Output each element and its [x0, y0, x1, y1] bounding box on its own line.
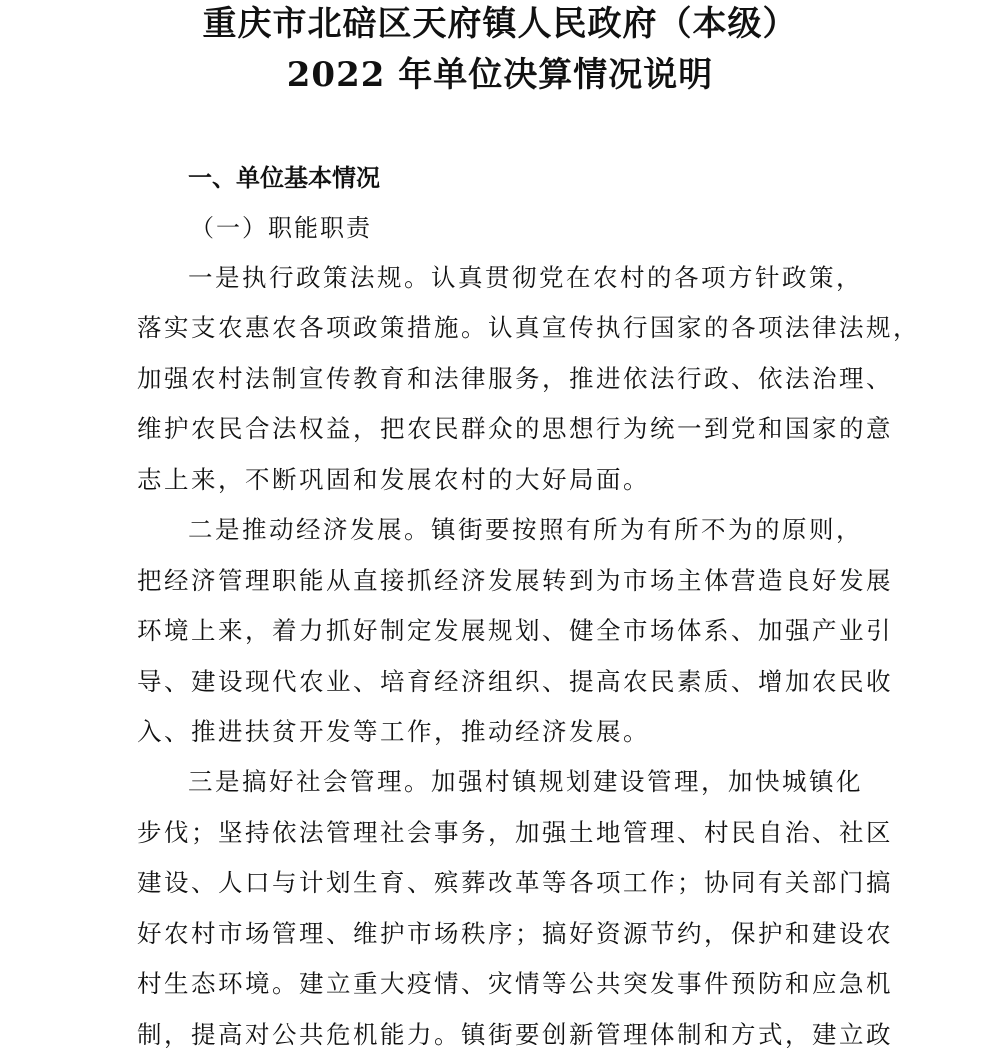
document-title-line-2: 2022 年单位决算情况说明 [286, 55, 714, 95]
document-title-line-1: 重庆市北碚区天府镇人民政府（本级） [202, 4, 798, 44]
section-heading: 一、单位基本情况 [188, 164, 380, 192]
subsection-heading: （一）职能职责 [190, 214, 372, 242]
body-line: 环境上来，着力抓好制定发展规划、健全市场体系、加强产业引 [137, 616, 893, 645]
body-line: 维护农民合法权益，把农民群众的思想行为统一到党和国家的意 [137, 414, 893, 443]
body-line: 三是搞好社会管理。加强村镇规划建设管理，加快城镇化 [188, 767, 863, 796]
body-line: 加强农村法制宣传教育和法律服务，推进依法行政、依法治理、 [137, 364, 893, 393]
body-line: 入、推进扶贫开发等工作，推动经济发展。 [137, 717, 650, 746]
body-line: 步伐；坚持依法管理社会事务，加强土地管理、村民自治、社区 [137, 818, 893, 847]
body-line: 把经济管理职能从直接抓经济发展转到为市场主体营造良好发展 [137, 566, 893, 595]
body-line: 二是推动经济发展。镇街要按照有所为有所不为的原则， [188, 515, 863, 544]
body-line: 落实支农惠农各项政策措施。认真宣传执行国家的各项法律法规， [137, 313, 920, 342]
body-line: 志上来，不断巩固和发展农村的大好局面。 [137, 465, 650, 494]
body-line: 好农村市场管理、维护市场秩序；搞好资源节约，保护和建设农 [137, 919, 893, 948]
body-line: 一是执行政策法规。认真贯彻党在农村的各项方针政策， [188, 263, 863, 292]
body-line: 村生态环境。建立重大疫情、灾情等公共突发事件预防和应急机 [137, 969, 893, 998]
body-line: 导、建设现代农业、培育经济组织、提高农民素质、增加农民收 [137, 667, 893, 696]
body-line: 建设、人口与计划生育、殡葬改革等各项工作；协同有关部门搞 [137, 868, 893, 897]
body-line: 制，提高对公共危机能力。镇街要创新管理体制和方式，建立政 [137, 1020, 893, 1049]
